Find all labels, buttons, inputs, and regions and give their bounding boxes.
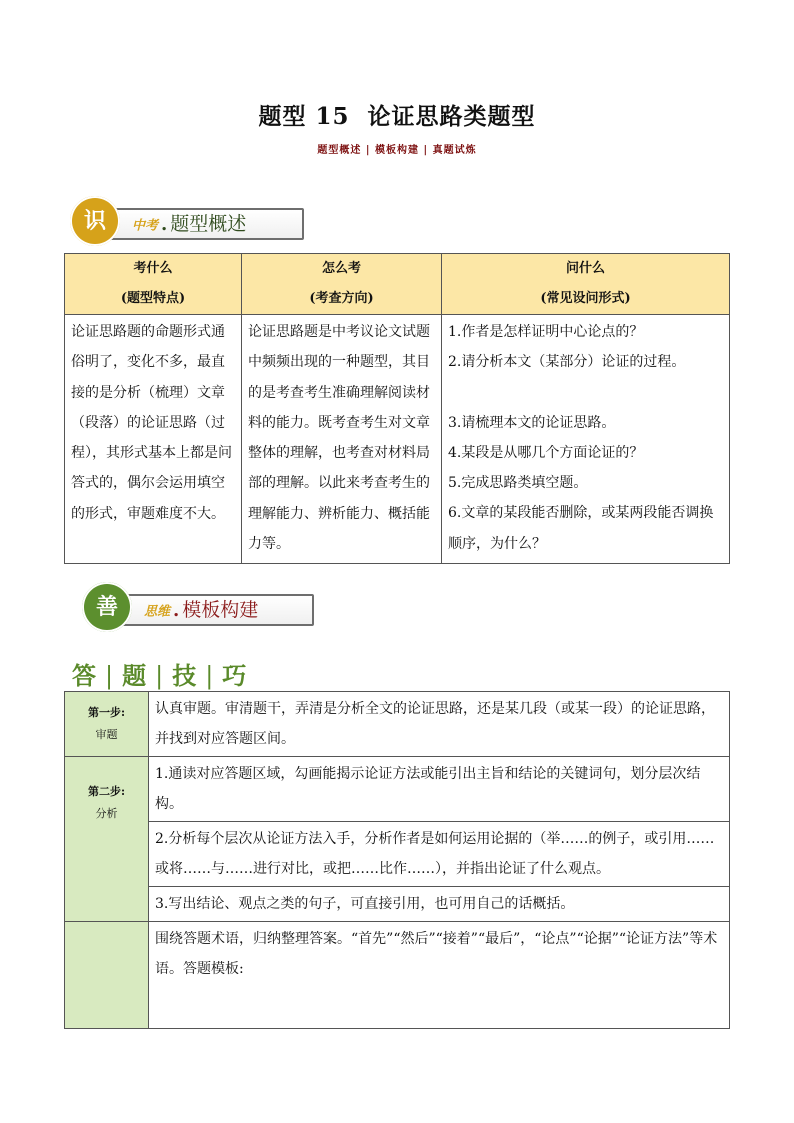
- title-name: 论证思路类题型: [367, 103, 536, 130]
- question-item: 6.文章的某段能否删除，或某两段能否调换顺序，为什么？: [448, 505, 714, 552]
- section-badge: 识: [70, 196, 120, 246]
- step-text: 认真审题。审清题干，弄清是分析全文的论证思路，还是某几段（或某一段）的论证思路，并找到对应答题区间。: [149, 692, 730, 757]
- step-row-3: [65, 922, 730, 1029]
- question-item: 1.作者是怎样证明中心论点的？: [448, 324, 644, 340]
- section-tag: 中考: [132, 218, 159, 234]
- page-subtitle: 题型概述 | 模板构建 | 真题试炼: [317, 145, 477, 156]
- step-row-1: [65, 692, 730, 757]
- step-cell: [65, 922, 149, 1029]
- step-text: 3.写出结论、观点之类的句子，可直接引用，也可用自己的话概括。: [149, 887, 730, 922]
- question-item: 4.某段是从哪几个方面论证的？: [448, 444, 644, 461]
- section-label: 模板构建: [182, 599, 259, 621]
- step-number: 第一步:: [87, 706, 126, 719]
- step-row-2b: [65, 822, 730, 887]
- question-item: 2.请分析本文（某部分）论证的过程。: [448, 354, 686, 371]
- step-row-2c: [65, 887, 730, 922]
- step-text: 2.分析每个层次从论证方法入手，分析作者是如何运用论据的（举……的例子，或引用……或将……与……进行对比，或把……比作……），并指出论证了什么观点。: [149, 822, 730, 887]
- step-number: 第二步:: [87, 785, 126, 798]
- header-ask: 问什么 (常见设问形式): [442, 254, 730, 315]
- question-features: 论证思路题的命题形式通俗明了，变化不多，最直接的是分析（梳理）文章（段落）的论证思路（过程），其形式基本上都是问答式的，偶尔会运用填空的形式，审题难度不大。: [65, 315, 242, 564]
- exam-direction: 论证思路题是中考议论文试题中频频出现的一种题型，其目的是考查考生准确理解阅读材料的能力。既考查考生对文章整体的理解，也考查对材料局部的理解。以此来考查考生的理解能力、辨析能力、概括能力等。: [242, 315, 442, 564]
- step-name: 审题: [95, 728, 118, 741]
- step-text: 围绕答题术语，归纳整理答案。“首先”“然后”“接着”“最后”，“论点”“论据”“论证方法”等术语。答题模板:: [149, 922, 730, 1029]
- question-forms: [442, 315, 730, 564]
- section-plate: 思维 . 模板构建: [118, 594, 314, 626]
- title-prefix: 题型: [258, 103, 307, 130]
- question-item: 5.完成思路类填空题。: [448, 475, 588, 492]
- section-label: 题型概述: [170, 213, 247, 235]
- section-badge: 善: [82, 582, 132, 632]
- question-item: 3.请梳理本文的论证思路。: [448, 414, 616, 431]
- header-what: 考什么 (题型特点): [65, 254, 242, 315]
- overview-body-row: [65, 315, 730, 564]
- step-name: 分析: [95, 807, 118, 820]
- overview-table: [64, 253, 730, 564]
- step-text: 1.通读对应答题区域，勾画能揭示论证方法或能引出主旨和结论的关键词句，划分层次结构。: [149, 757, 730, 822]
- overview-header-row: [65, 254, 730, 315]
- section-tag: 思维: [144, 604, 171, 620]
- step-cell: [65, 757, 149, 922]
- step-row-2a: [65, 757, 730, 822]
- skills-table: [64, 691, 730, 1029]
- title-number: 15: [315, 103, 350, 130]
- section-plate: 中考 . 题型概述: [106, 208, 304, 240]
- skills-heading: 答 | 题 | 技 | 巧: [72, 661, 249, 690]
- page-title: [0, 98, 794, 131]
- header-how: 怎么考 (考查方向): [242, 254, 442, 315]
- step-cell: [65, 692, 149, 757]
